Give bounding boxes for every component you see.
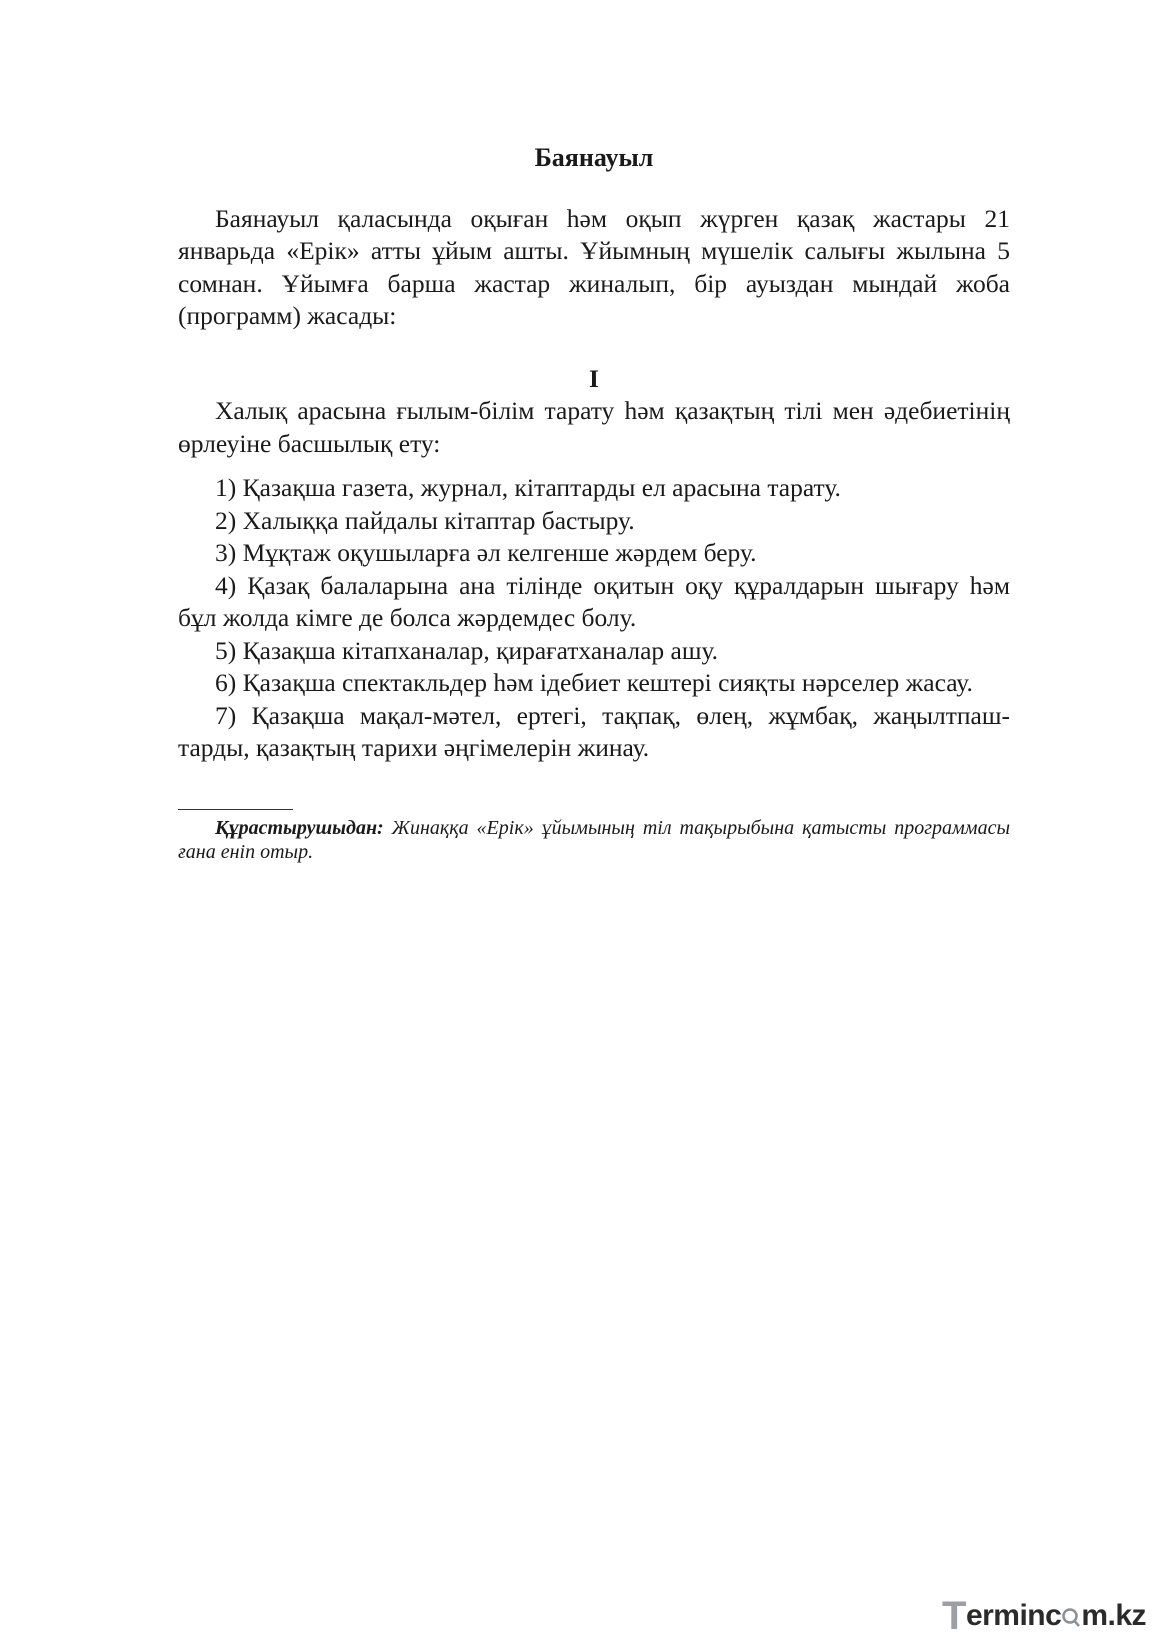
list-item: 4) Қазақ балаларына ана тілінде оқитын оқу құралдарын шығару һәм бұл жолда кімге де болса жәрдемдес болу.: [178, 570, 1010, 632]
program-list: [178, 472, 1010, 765]
magnifier-icon: [1061, 1605, 1081, 1629]
footnote-label: Құрастырушыдан:: [215, 816, 384, 839]
watermark-suffix: m.kz: [1081, 1599, 1147, 1632]
watermark-t-letter: T: [942, 1594, 966, 1638]
footnote: [178, 816, 1010, 864]
list-item: 2) Халыққа пайдалы кітаптар бастыру.: [215, 505, 635, 535]
site-watermark-logo: [942, 1592, 1152, 1638]
list-item: 5) Қазақша кітапханалар, қирағатханалар ашу.: [215, 635, 719, 665]
section-intro-paragraph: Халық арасына ғылым-білім тарату һәм қазақтың тілі мен әдебиетінің өрлеуіне басшылық ету:: [178, 396, 1010, 458]
intro-paragraph: Баянауыл қаласында оқыған һәм оқып жүрген қазақ жастары 21 январьда «Ерік» атты ұйым ашты. Ұйымның мүшелік салығы жылына 5 сомнан. Ұйымға барша жастар жиналып, бір ауыздан мындай жоба (программ) жасады:: [178, 203, 1010, 330]
list-item: 7) Қазақша мақал-мәтел, ертегі, тақпақ, өлең, жұмбақ, жаңылтпаш-тарды, қазақтың тарихи әңгімелерін жинау.: [178, 700, 1010, 762]
list-item: 6) Қазақша спектакльдер һәм ідебиет кештері сияқты нәрселер жасау.: [215, 668, 973, 697]
list-item: 1) Қазақша газета, журнал, кітаптарды ел арасына тарату.: [215, 473, 841, 502]
page-title: Баянауыл: [534, 143, 654, 172]
document-body: [178, 142, 1010, 864]
section-number: I: [589, 363, 599, 393]
footnote-divider: [178, 809, 293, 810]
watermark-text: erminc: [965, 1599, 1062, 1632]
footnote-text: Жинаққа «Ерік» ұйымының тіл тақырыбына қатысты программасы ғана еніп отыр.: [178, 816, 1010, 863]
list-item: 3) Мұқтаж оқушыларға әл келгенше жәрдем беру.: [215, 538, 757, 567]
